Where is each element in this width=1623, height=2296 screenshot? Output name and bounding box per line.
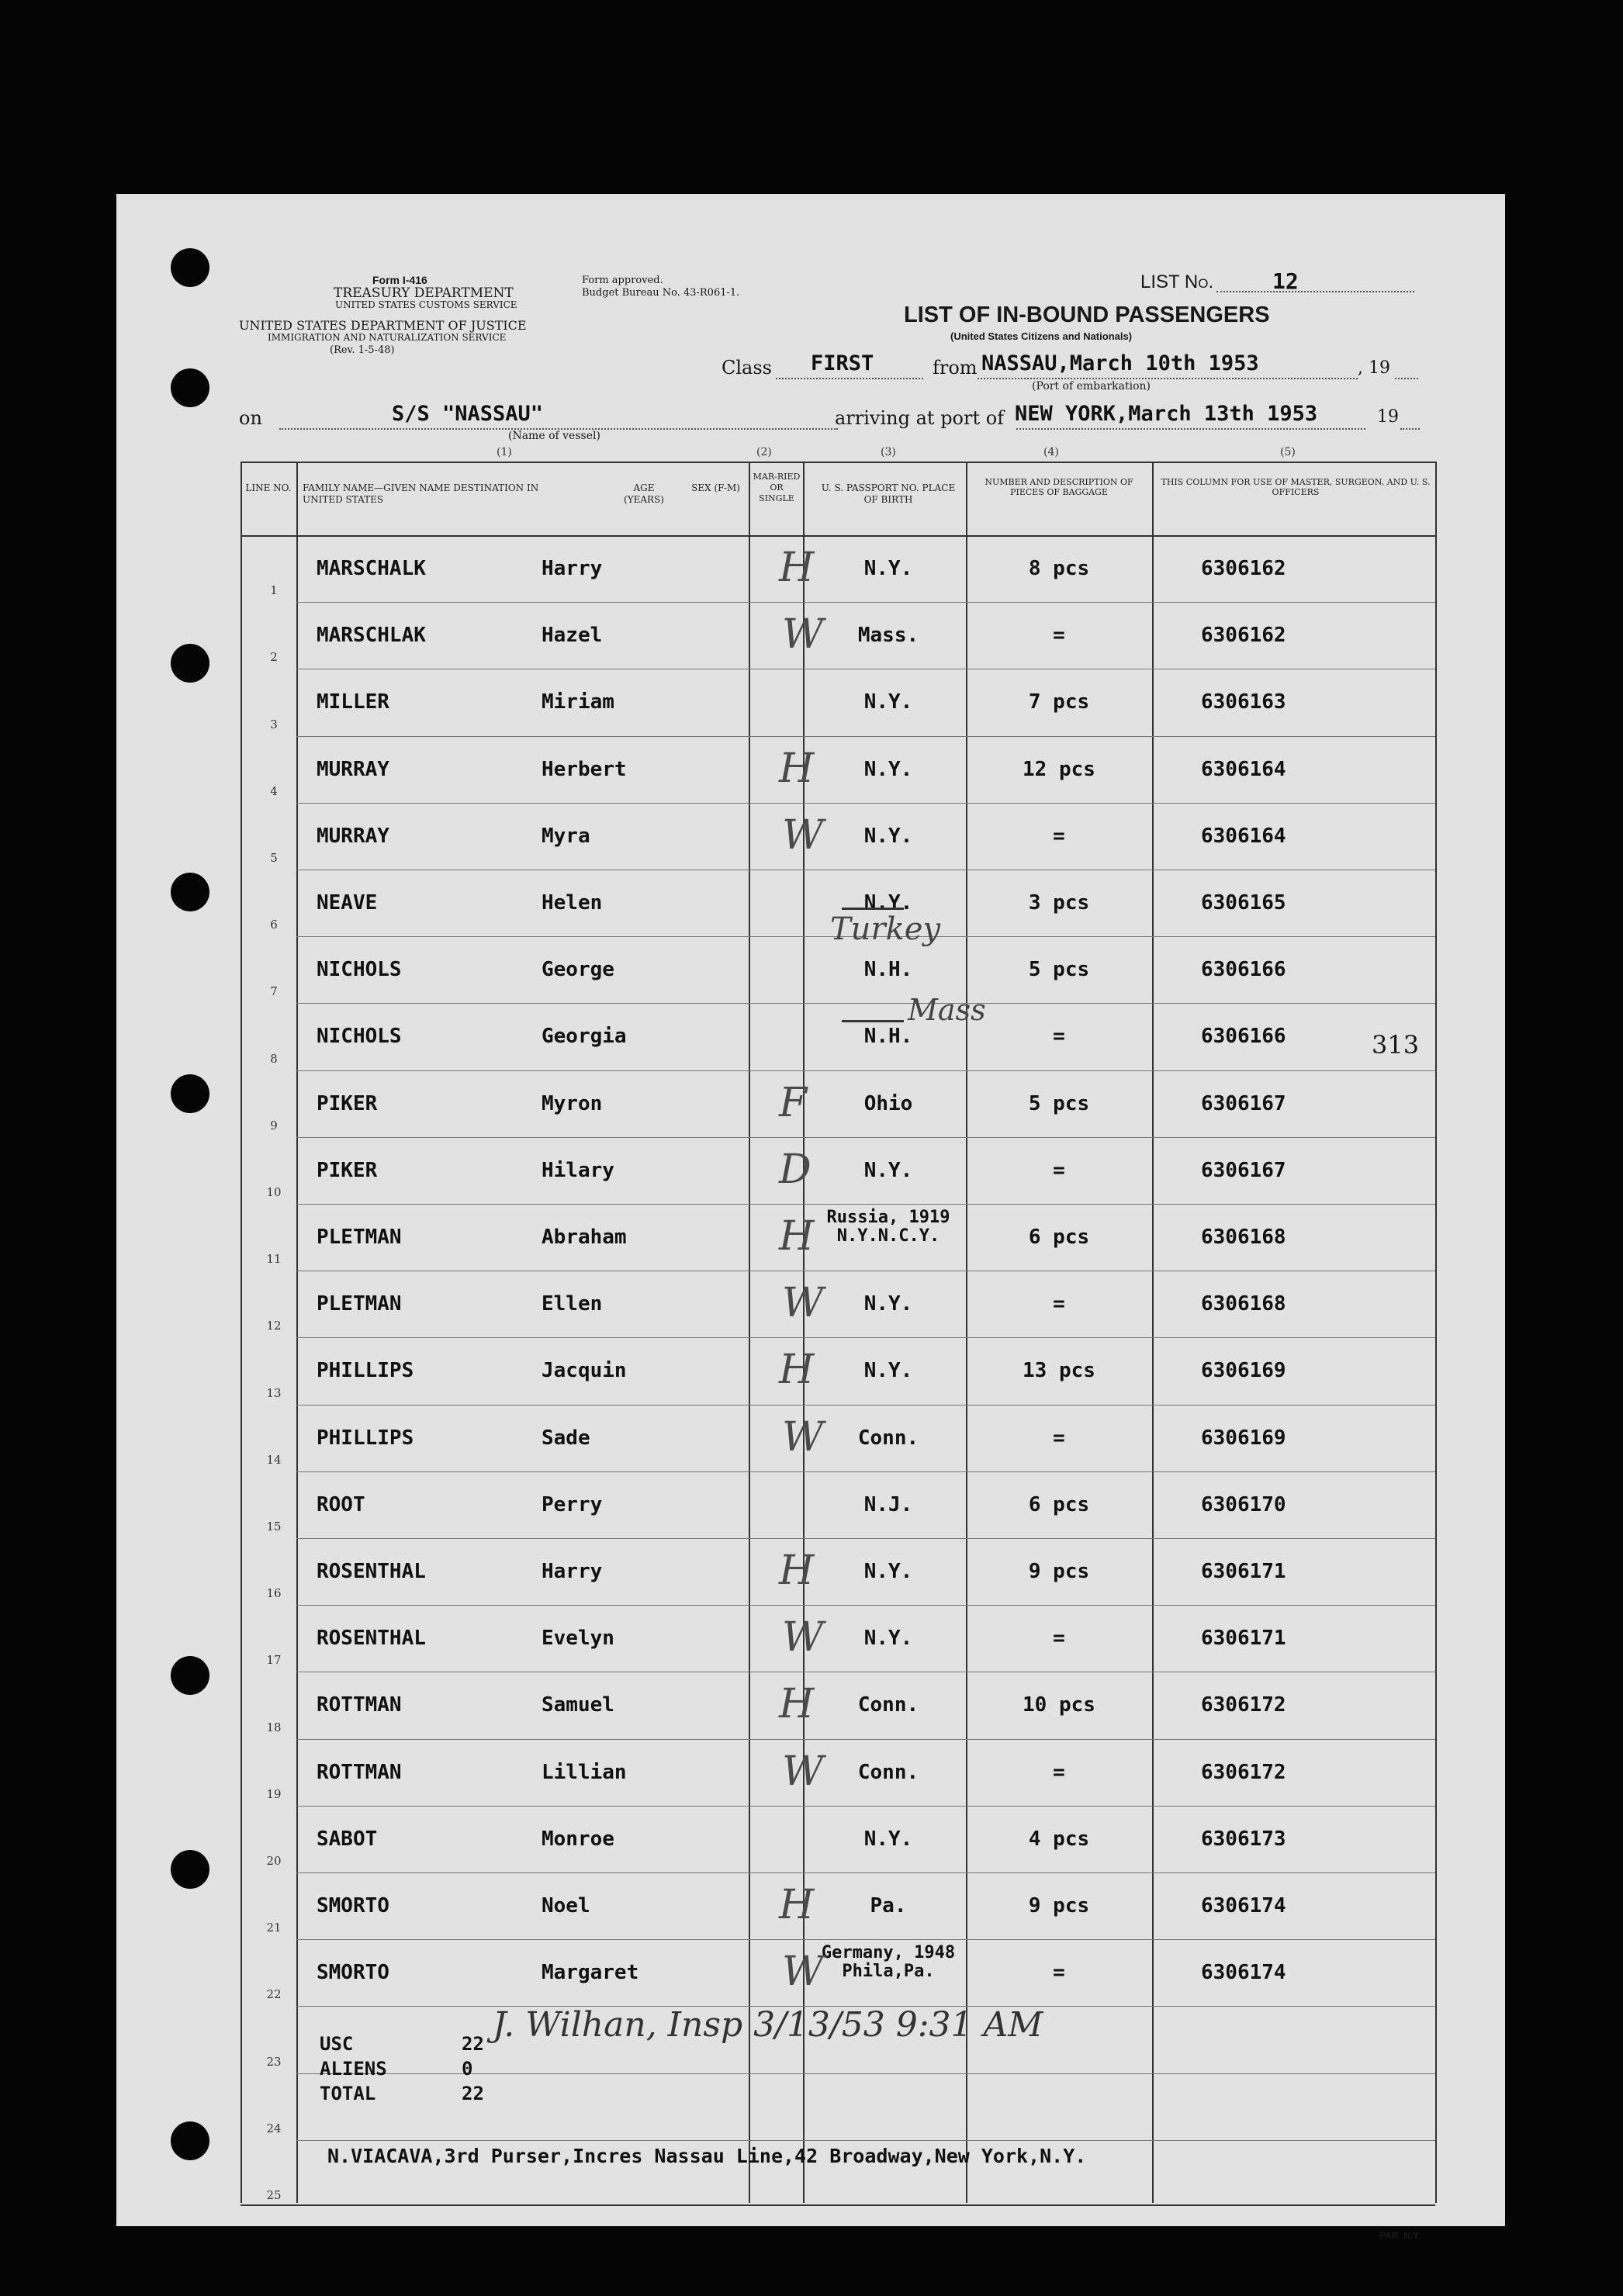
passenger-birthplace: N.H. bbox=[863, 958, 913, 982]
passenger-birthplace: N.Y. bbox=[863, 1158, 913, 1182]
line-number: 9 bbox=[270, 1118, 278, 1132]
passenger-family-name: PLETMAN bbox=[317, 1292, 402, 1316]
header-passport: U. S. PASSPORT NO. PLACE OF BIRTH bbox=[821, 482, 956, 505]
passenger-given-name: Margaret bbox=[542, 1961, 639, 1985]
budget-bureau: Budget Bureau No. 43-R061-1. bbox=[582, 287, 740, 299]
row-divider bbox=[296, 803, 1435, 804]
passenger-given-name: Herbert bbox=[542, 757, 627, 781]
passenger-baggage: 12 pcs bbox=[1023, 757, 1095, 781]
passenger-given-name: Samuel bbox=[542, 1693, 614, 1717]
passenger-given-name: Myra bbox=[542, 824, 590, 848]
line-number: 3 bbox=[270, 717, 278, 731]
form-revision: (Rev. 1-5-48) bbox=[330, 344, 395, 356]
column-number: (3) bbox=[881, 446, 896, 458]
line-number: 18 bbox=[266, 1720, 282, 1734]
handwritten-birth-correction: Mass bbox=[908, 993, 986, 1027]
line-number: 13 bbox=[266, 1385, 282, 1400]
passenger-birthplace: N.Y. bbox=[863, 824, 913, 848]
passenger-officer-code: 6306167 bbox=[1201, 1091, 1286, 1115]
handwritten-mark: H bbox=[779, 1547, 815, 1594]
passenger-officer-code: 6306169 bbox=[1201, 1426, 1286, 1450]
punch-hole bbox=[171, 1074, 209, 1113]
line-number: 7 bbox=[270, 984, 278, 999]
line-number: 4 bbox=[270, 783, 278, 798]
row-divider bbox=[296, 1806, 1435, 1807]
handwritten-mark: W bbox=[782, 1280, 824, 1327]
passenger-baggage: 13 pcs bbox=[1023, 1359, 1095, 1383]
passenger-family-name: SMORTO bbox=[317, 1961, 389, 1985]
passenger-baggage: = bbox=[1053, 1292, 1065, 1316]
line-number: 21 bbox=[266, 1921, 282, 1935]
passenger-officer-code: 6306163 bbox=[1201, 690, 1286, 714]
passenger-family-name: ROSENTHAL bbox=[317, 1627, 426, 1651]
line-number: 19 bbox=[266, 1786, 282, 1801]
manifest-page bbox=[116, 194, 1505, 2241]
on-label: on bbox=[239, 407, 262, 429]
passenger-family-name: ROTTMAN bbox=[317, 1693, 402, 1717]
row-divider bbox=[296, 1538, 1435, 1539]
passenger-baggage: 7 pcs bbox=[1028, 690, 1090, 714]
passenger-baggage: 5 pcs bbox=[1028, 958, 1090, 982]
handwritten-mark: H bbox=[779, 1681, 815, 1728]
line-number: 25 bbox=[266, 2188, 282, 2202]
arriving-label: arriving at port of bbox=[835, 407, 1005, 429]
row-divider bbox=[296, 1939, 1435, 1940]
row-divider bbox=[296, 602, 1435, 603]
header-line-no: LINE NO. bbox=[245, 482, 292, 493]
passenger-officer-code: 6306164 bbox=[1201, 757, 1286, 781]
passenger-baggage: 9 pcs bbox=[1028, 1894, 1090, 1917]
passenger-family-name: MURRAY bbox=[317, 757, 389, 781]
passenger-baggage: = bbox=[1053, 1158, 1065, 1182]
punch-hole bbox=[171, 1656, 209, 1695]
list-no-label: LIST No. bbox=[1140, 271, 1214, 292]
passenger-officer-code: 6306174 bbox=[1201, 1894, 1286, 1917]
passenger-given-name: Lillian bbox=[542, 1760, 627, 1784]
passenger-baggage: 10 pcs bbox=[1023, 1693, 1095, 1717]
handwritten-mark: F bbox=[779, 1079, 808, 1126]
passenger-officer-code: 6306172 bbox=[1201, 1693, 1286, 1717]
line-number: 5 bbox=[270, 851, 278, 865]
arrival-value: NEW YORK,March 13th 1953 bbox=[1015, 402, 1318, 426]
row-divider bbox=[296, 1471, 1435, 1472]
row-divider bbox=[296, 1872, 1435, 1873]
inspector-signature: J. Wilhan, Insp 3/13/53 9:31 AM bbox=[493, 2005, 1043, 2045]
passenger-baggage: 6 pcs bbox=[1028, 1492, 1090, 1516]
line-number: 23 bbox=[266, 2054, 282, 2069]
handwritten-mark: H bbox=[779, 545, 815, 591]
header-officers: THIS COLUMN FOR USE OF MASTER, SURGEON, AND U. S. OFFICERS bbox=[1161, 477, 1431, 497]
row-divider bbox=[296, 1137, 1435, 1138]
passenger-given-name: Jacquin bbox=[542, 1359, 627, 1383]
handwritten-mark: H bbox=[779, 1213, 815, 1260]
passenger-given-name: Monroe bbox=[542, 1827, 614, 1851]
passenger-baggage: = bbox=[1053, 624, 1065, 648]
column-number: (5) bbox=[1280, 446, 1296, 458]
year-suffix: , 19 bbox=[1358, 358, 1390, 378]
row-divider bbox=[296, 1337, 1435, 1338]
row-divider bbox=[296, 736, 1435, 737]
column-number: (4) bbox=[1043, 446, 1059, 458]
handwritten-mark: W bbox=[782, 1413, 824, 1461]
passenger-birthplace: N.Y. bbox=[863, 690, 913, 714]
header-baggage: NUMBER AND DESCRIPTION OF PIECES OF BAGGAGE bbox=[985, 477, 1133, 497]
passenger-given-name: Sade bbox=[542, 1426, 590, 1450]
passenger-given-name: Miriam bbox=[542, 690, 614, 714]
passenger-baggage: = bbox=[1053, 1760, 1065, 1784]
passenger-given-name: Ellen bbox=[542, 1292, 603, 1316]
passenger-birthplace: N.Y. bbox=[863, 1292, 913, 1316]
passenger-family-name: PIKER bbox=[317, 1091, 378, 1115]
header-name: FAMILY NAME—GIVEN NAME DESTINATION IN UNITED STATES bbox=[303, 482, 539, 505]
passenger-given-name: Georgia bbox=[542, 1025, 627, 1049]
passenger-given-name: Myron bbox=[542, 1091, 603, 1115]
passenger-given-name: Noel bbox=[542, 1894, 590, 1917]
passenger-officer-code: 6306162 bbox=[1201, 624, 1286, 648]
punch-hole bbox=[171, 248, 209, 287]
passenger-birthplace: Conn. bbox=[857, 1760, 919, 1784]
document-title: LIST OF IN-BOUND PASSENGERS bbox=[904, 303, 1270, 327]
passenger-given-name: Perry bbox=[542, 1492, 603, 1516]
row-divider bbox=[296, 1605, 1435, 1606]
passenger-family-name: MILLER bbox=[317, 690, 389, 714]
usc-count: 22 bbox=[462, 2033, 484, 2055]
passenger-baggage: 5 pcs bbox=[1028, 1091, 1090, 1115]
passenger-birthplace: Conn. bbox=[857, 1426, 919, 1450]
passenger-officer-code: 6306171 bbox=[1201, 1627, 1286, 1651]
line-number: 22 bbox=[266, 1987, 282, 2002]
passenger-officer-code: 6306164 bbox=[1201, 824, 1286, 848]
passenger-birthplace: N.Y. bbox=[863, 1627, 913, 1651]
passenger-officer-code: 6306168 bbox=[1201, 1292, 1286, 1316]
passenger-family-name: PIKER bbox=[317, 1158, 378, 1182]
line-number: 16 bbox=[266, 1586, 282, 1601]
row-divider bbox=[296, 1405, 1435, 1406]
passenger-given-name: George bbox=[542, 958, 614, 982]
line-number: 11 bbox=[266, 1252, 282, 1267]
line-number: 2 bbox=[270, 650, 278, 665]
passenger-family-name: ROOT bbox=[317, 1492, 365, 1516]
from-label: from bbox=[933, 357, 978, 379]
passenger-family-name: NICHOLS bbox=[317, 1025, 402, 1049]
handwritten-mark: H bbox=[779, 745, 815, 792]
handwritten-mark: D bbox=[779, 1146, 812, 1193]
passenger-birthplace: Mass. bbox=[857, 624, 919, 648]
aliens-label: ALIENS bbox=[320, 2058, 387, 2080]
passenger-given-name: Helen bbox=[542, 891, 603, 915]
document-subtitle: (United States Citizens and Nationals) bbox=[950, 330, 1133, 342]
passenger-birthplace: N.Y. bbox=[863, 1827, 913, 1851]
passenger-given-name: Harry bbox=[542, 1560, 603, 1583]
passenger-officer-code: 6306169 bbox=[1201, 1359, 1286, 1383]
embarkation-value: NASSAU,March 10th 1953 bbox=[981, 351, 1259, 375]
passenger-birthplace: N.Y. bbox=[863, 1560, 913, 1583]
usc-label: USC bbox=[320, 2033, 354, 2055]
passenger-birthplace: Ohio bbox=[863, 1091, 913, 1115]
passenger-family-name: PLETMAN bbox=[317, 1226, 402, 1249]
line-number: 20 bbox=[266, 1854, 282, 1868]
handwritten-mark: W bbox=[782, 1948, 824, 1996]
purser-line: N.VIACAVA,3rd Purser,Incres Nassau Line,42 Broadway,New York,N.Y. bbox=[327, 2145, 1087, 2167]
passenger-baggage: 8 pcs bbox=[1028, 557, 1090, 580]
passenger-officer-code: 6306174 bbox=[1201, 1961, 1286, 1985]
column-number: (1) bbox=[497, 446, 512, 458]
passenger-officer-code: 6306173 bbox=[1201, 1827, 1286, 1851]
vessel-caption: (Name of vessel) bbox=[508, 430, 600, 442]
passenger-given-name: Hilary bbox=[542, 1158, 614, 1182]
page-stamp: 313 bbox=[1372, 1030, 1420, 1060]
justice-heading: UNITED STATES DEPARTMENT OF JUSTICE bbox=[239, 318, 527, 333]
passenger-family-name: MARSCHALK bbox=[317, 557, 426, 580]
handwritten-mark: W bbox=[782, 611, 824, 659]
line-number: 6 bbox=[270, 918, 278, 932]
form-number: Form I-416 bbox=[372, 274, 427, 286]
embarkation-caption: (Port of embarkation) bbox=[1032, 380, 1151, 392]
passenger-officer-code: 6306166 bbox=[1201, 958, 1286, 982]
handwritten-mark: W bbox=[782, 1748, 824, 1795]
total-count: 22 bbox=[462, 2083, 484, 2104]
handwritten-mark: W bbox=[782, 811, 824, 859]
handwritten-birth-correction: Turkey bbox=[830, 911, 941, 947]
passenger-baggage: 3 pcs bbox=[1028, 891, 1090, 915]
passenger-family-name: ROSENTHAL bbox=[317, 1560, 426, 1583]
passenger-birthplace: Russia, 1919 N.Y.N.C.Y. bbox=[826, 1208, 950, 1246]
aliens-count: 0 bbox=[462, 2058, 473, 2080]
passenger-officer-code: 6306172 bbox=[1201, 1760, 1286, 1784]
passenger-baggage: = bbox=[1053, 824, 1065, 848]
printer-mark: PAR. N.Y. bbox=[1379, 2230, 1421, 2241]
passenger-birthplace: Conn. bbox=[857, 1693, 919, 1717]
punch-hole bbox=[171, 1850, 209, 1889]
passenger-officer-code: 6306167 bbox=[1201, 1158, 1286, 1182]
form-approved: Form approved. bbox=[582, 275, 663, 286]
passenger-officer-code: 6306162 bbox=[1201, 557, 1286, 580]
line-number: 15 bbox=[266, 1520, 282, 1534]
passenger-officer-code: 6306168 bbox=[1201, 1226, 1286, 1249]
handwritten-mark: H bbox=[779, 1882, 815, 1928]
passenger-baggage: = bbox=[1053, 1426, 1065, 1450]
header-married: MAR-RIED OR SINGLE bbox=[753, 472, 801, 503]
header-sex: SEX (F-M) bbox=[691, 482, 740, 493]
passenger-baggage: 6 pcs bbox=[1028, 1226, 1090, 1249]
passenger-birthplace: N.Y. bbox=[863, 891, 913, 915]
passenger-birthplace: N.Y. bbox=[863, 557, 913, 580]
customs-heading: UNITED STATES CUSTOMS SERVICE bbox=[335, 299, 517, 310]
vessel-name: S/S "NASSAU" bbox=[392, 402, 544, 426]
line-number: 10 bbox=[266, 1185, 282, 1199]
passenger-given-name: Hazel bbox=[542, 624, 603, 648]
treasury-heading: TREASURY DEPARTMENT bbox=[334, 285, 514, 301]
passenger-family-name: MURRAY bbox=[317, 824, 389, 848]
passenger-family-name: PHILLIPS bbox=[317, 1426, 414, 1450]
passenger-birthplace: Pa. bbox=[870, 1894, 907, 1917]
punch-hole bbox=[171, 2121, 209, 2160]
passenger-family-name: SABOT bbox=[317, 1827, 378, 1851]
column-number: (2) bbox=[756, 446, 772, 458]
line-number: 17 bbox=[266, 1653, 282, 1668]
passenger-family-name: NEAVE bbox=[317, 891, 378, 915]
passenger-given-name: Harry bbox=[542, 557, 603, 580]
passenger-officer-code: 6306171 bbox=[1201, 1560, 1286, 1583]
row-divider bbox=[296, 1070, 1435, 1071]
punch-hole bbox=[171, 644, 209, 683]
passenger-baggage: = bbox=[1053, 1627, 1065, 1651]
line-number: 24 bbox=[266, 2121, 282, 2135]
passenger-family-name: SMORTO bbox=[317, 1894, 389, 1917]
passenger-birthplace: N.H. bbox=[863, 1025, 913, 1049]
passenger-officer-code: 6306166 bbox=[1201, 1025, 1286, 1049]
total-label: TOTAL bbox=[320, 2083, 376, 2104]
handwritten-mark: W bbox=[782, 1614, 824, 1661]
line-number: 1 bbox=[270, 583, 278, 598]
passenger-birthplace: N.J. bbox=[863, 1492, 913, 1516]
passenger-birthplace: N.Y. bbox=[863, 757, 913, 781]
passenger-baggage: 4 pcs bbox=[1028, 1827, 1090, 1851]
passenger-officer-code: 6306165 bbox=[1201, 891, 1286, 915]
row-divider bbox=[296, 1739, 1435, 1740]
passenger-officer-code: 6306170 bbox=[1201, 1492, 1286, 1516]
passenger-family-name: NICHOLS bbox=[317, 958, 402, 982]
row-divider bbox=[296, 2140, 1435, 2141]
passenger-given-name: Abraham bbox=[542, 1226, 627, 1249]
line-number: 8 bbox=[270, 1051, 278, 1066]
punch-hole bbox=[171, 873, 209, 911]
header-age: AGE (YEARS) bbox=[624, 482, 664, 505]
line-number: 14 bbox=[266, 1452, 282, 1467]
punch-hole bbox=[171, 368, 209, 407]
passenger-baggage: = bbox=[1053, 1961, 1065, 1985]
list-no-value: 12 bbox=[1272, 268, 1299, 294]
passenger-given-name: Evelyn bbox=[542, 1627, 614, 1651]
passenger-family-name: PHILLIPS bbox=[317, 1359, 414, 1383]
line-number: 12 bbox=[266, 1319, 282, 1333]
passenger-family-name: MARSCHLAK bbox=[317, 624, 426, 648]
class-label: Class bbox=[722, 357, 772, 379]
handwritten-mark: H bbox=[779, 1347, 815, 1394]
ins-heading: IMMIGRATION AND NATURALIZATION SERVICE bbox=[268, 332, 507, 343]
arrival-year-suffix: 19 bbox=[1377, 407, 1399, 427]
passenger-birthplace: N.Y. bbox=[863, 1359, 913, 1383]
passenger-birthplace: Germany, 1948 Phila,Pa. bbox=[821, 1943, 956, 1982]
row-divider bbox=[296, 1003, 1435, 1004]
row-divider bbox=[296, 1204, 1435, 1205]
passenger-baggage: 9 pcs bbox=[1028, 1560, 1090, 1583]
passenger-baggage: = bbox=[1053, 1025, 1065, 1049]
class-value: FIRST bbox=[811, 351, 874, 375]
passenger-family-name: ROTTMAN bbox=[317, 1760, 402, 1784]
